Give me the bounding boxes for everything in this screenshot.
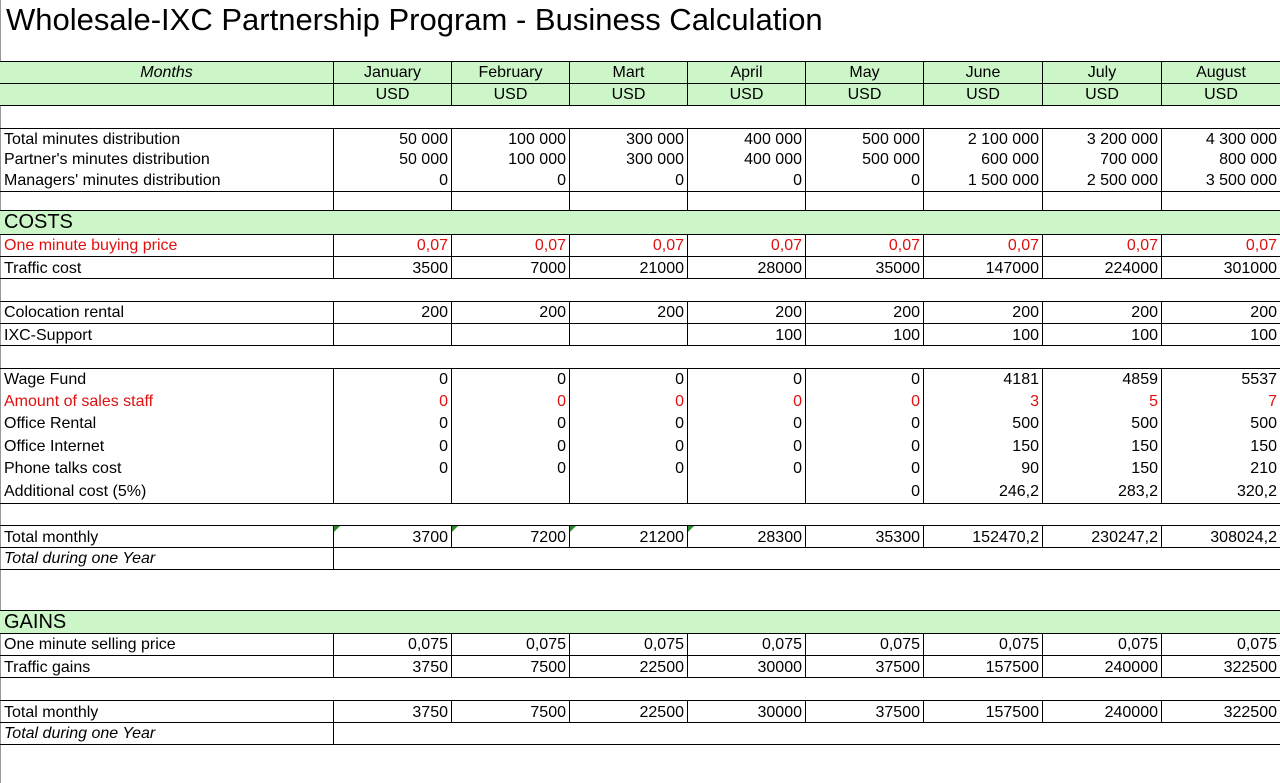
value-cell[interactable]: 0,075 bbox=[1161, 634, 1280, 655]
value-cell[interactable]: 400 000 bbox=[687, 149, 805, 170]
value-cell[interactable]: 100 bbox=[1042, 324, 1161, 345]
value-cell[interactable]: 147000 bbox=[923, 257, 1042, 278]
value-cell[interactable]: 0 bbox=[569, 170, 687, 191]
value-cell[interactable]: 150 bbox=[1161, 436, 1280, 459]
value-cell[interactable]: 240000 bbox=[1042, 656, 1161, 677]
currency-header: USD bbox=[451, 84, 569, 105]
value-cell[interactable]: 0 bbox=[805, 458, 923, 481]
value-cell[interactable]: 2 100 000 bbox=[923, 129, 1042, 149]
costs-total-year-row bbox=[0, 548, 1280, 570]
header-months-row bbox=[0, 61, 1280, 83]
ixc-support-row bbox=[0, 323, 1280, 346]
value-cell[interactable]: 0,07 bbox=[333, 235, 451, 256]
value-cell[interactable]: 0,075 bbox=[1042, 634, 1161, 655]
header-currency-row bbox=[0, 83, 1280, 106]
row-label: Office Internet bbox=[4, 437, 105, 455]
value-cell[interactable]: 3750 bbox=[333, 656, 451, 677]
buying-price-row bbox=[0, 234, 1280, 256]
row-label: Additional cost (5%) bbox=[4, 482, 147, 500]
value-cell[interactable] bbox=[687, 481, 805, 503]
value-cell[interactable]: 3 500 000 bbox=[1161, 170, 1280, 191]
value-cell[interactable]: 100 bbox=[923, 324, 1042, 345]
minutes-row bbox=[0, 128, 1280, 149]
comment-marker bbox=[688, 526, 694, 532]
value-cell[interactable]: 7500 bbox=[451, 701, 569, 722]
value-cell[interactable] bbox=[569, 324, 687, 345]
traffic-gains-row bbox=[0, 655, 1280, 678]
value-cell[interactable]: 7 bbox=[1161, 391, 1280, 414]
value-cell[interactable]: 0,07 bbox=[687, 235, 805, 256]
value-cell[interactable]: 0 bbox=[687, 413, 805, 436]
value-cell[interactable]: 3500 bbox=[333, 257, 451, 278]
value-cell[interactable] bbox=[333, 481, 451, 503]
month-header: August bbox=[1161, 62, 1280, 83]
value-cell[interactable]: 22500 bbox=[569, 701, 687, 722]
spacer-row bbox=[0, 570, 1280, 610]
value-cell[interactable]: 0 bbox=[451, 413, 569, 436]
empty-cell[interactable] bbox=[687, 192, 805, 210]
additional-cost-row bbox=[0, 481, 1280, 504]
row-label: Office Rental bbox=[4, 415, 97, 433]
value-cell[interactable]: 210 bbox=[1161, 458, 1280, 481]
office-rental-row bbox=[0, 413, 1280, 436]
value-cell[interactable]: 37500 bbox=[805, 656, 923, 677]
value-cell[interactable] bbox=[451, 481, 569, 503]
gains-total-monthly-row bbox=[0, 700, 1280, 723]
value-cell[interactable]: 301000 bbox=[1161, 257, 1280, 278]
value-cell[interactable]: 600 000 bbox=[923, 149, 1042, 170]
value-cell[interactable]: 0 bbox=[333, 436, 451, 459]
currency-header: USD bbox=[687, 84, 805, 105]
row-label: Total during one Year bbox=[4, 549, 156, 567]
page-title: Wholesale-IXC Partnership Program - Business Calculation bbox=[6, 2, 823, 37]
value-cell[interactable]: 7200 bbox=[451, 526, 569, 547]
value-cell[interactable]: 700 000 bbox=[1042, 149, 1161, 170]
value-cell[interactable]: 0 bbox=[451, 458, 569, 481]
value-cell[interactable]: 157500 bbox=[923, 701, 1042, 722]
value-cell[interactable]: 322500 bbox=[1161, 656, 1280, 677]
value-cell[interactable]: 1 500 000 bbox=[923, 170, 1042, 191]
empty-cell[interactable] bbox=[569, 192, 687, 210]
value-cell[interactable]: 35300 bbox=[805, 526, 923, 547]
value-cell[interactable]: 0 bbox=[687, 458, 805, 481]
value-cell[interactable] bbox=[569, 481, 687, 503]
value-cell[interactable]: 0,07 bbox=[1042, 235, 1161, 256]
value-cell[interactable]: 200 bbox=[805, 302, 923, 323]
empty-cell[interactable] bbox=[805, 192, 923, 210]
value-cell[interactable]: 0 bbox=[805, 436, 923, 459]
gains-total-year-row bbox=[0, 723, 1280, 745]
value-cell[interactable]: 0,075 bbox=[333, 634, 451, 655]
value-cell[interactable]: 100 000 bbox=[451, 129, 569, 149]
empty-cell[interactable] bbox=[451, 192, 569, 210]
value-cell[interactable]: 50 000 bbox=[333, 149, 451, 170]
value-cell[interactable]: 0 bbox=[451, 436, 569, 459]
value-cell[interactable]: 0 bbox=[569, 458, 687, 481]
value-cell[interactable]: 22500 bbox=[569, 656, 687, 677]
currency-header: USD bbox=[805, 84, 923, 105]
value-cell[interactable]: 7500 bbox=[451, 656, 569, 677]
comment-marker bbox=[570, 526, 576, 532]
row-label: Phone talks cost bbox=[4, 460, 122, 478]
value-cell[interactable]: 35000 bbox=[805, 257, 923, 278]
value-cell[interactable]: 200 bbox=[451, 302, 569, 323]
value-cell[interactable]: 0 bbox=[687, 391, 805, 414]
value-cell[interactable]: 200 bbox=[687, 302, 805, 323]
value-cell[interactable]: 30000 bbox=[687, 656, 805, 677]
empty-cell[interactable] bbox=[333, 192, 451, 210]
value-cell[interactable]: 400 000 bbox=[687, 129, 805, 149]
comment-marker bbox=[452, 526, 458, 532]
value-cell[interactable]: 0 bbox=[805, 413, 923, 436]
value-cell[interactable]: 0,075 bbox=[923, 634, 1042, 655]
month-header: January bbox=[333, 62, 451, 83]
value-cell[interactable]: 0 bbox=[805, 391, 923, 414]
value-cell[interactable]: 0 bbox=[569, 391, 687, 414]
value-cell[interactable]: 200 bbox=[333, 302, 451, 323]
empty-cell[interactable] bbox=[1161, 192, 1280, 210]
value-cell[interactable]: 300 000 bbox=[569, 129, 687, 149]
value-cell[interactable]: 150 bbox=[1042, 436, 1161, 459]
value-cell[interactable]: 200 bbox=[1161, 302, 1280, 323]
value-cell[interactable]: 5 bbox=[1042, 391, 1161, 414]
value-cell[interactable]: 320,2 bbox=[1161, 481, 1280, 503]
value-cell[interactable]: 100 bbox=[805, 324, 923, 345]
currency-header: USD bbox=[1161, 84, 1280, 105]
value-cell[interactable]: 800 000 bbox=[1161, 149, 1280, 170]
value-cell[interactable]: 3 200 000 bbox=[1042, 129, 1161, 149]
value-cell[interactable]: 50 000 bbox=[333, 129, 451, 149]
phone-cost-row bbox=[0, 458, 1280, 481]
value-cell[interactable]: 37500 bbox=[805, 701, 923, 722]
value-cell[interactable]: 157500 bbox=[923, 656, 1042, 677]
value-cell[interactable]: 100 bbox=[1161, 324, 1280, 345]
value-cell[interactable]: 0 bbox=[451, 391, 569, 414]
spacer-row bbox=[0, 504, 1280, 525]
row-label: Wage Fund bbox=[4, 371, 87, 388]
value-cell[interactable]: 21200 bbox=[569, 526, 687, 547]
value-cell[interactable]: 4859 bbox=[1042, 369, 1161, 391]
value-cell[interactable]: 150 bbox=[1042, 458, 1161, 481]
value-cell[interactable]: 0 bbox=[805, 170, 923, 191]
value-cell[interactable]: 3750 bbox=[333, 701, 451, 722]
calculation-sheet bbox=[0, 61, 1280, 745]
value-cell[interactable]: 0 bbox=[333, 391, 451, 414]
sales-staff-row bbox=[0, 391, 1280, 414]
row-label: GAINS bbox=[4, 610, 67, 633]
currency-header: USD bbox=[569, 84, 687, 105]
value-cell[interactable]: 0,07 bbox=[569, 235, 687, 256]
row-label: Traffic cost bbox=[4, 260, 82, 277]
value-cell[interactable]: 224000 bbox=[1042, 257, 1161, 278]
month-header: April bbox=[687, 62, 805, 83]
month-header: July bbox=[1042, 62, 1161, 83]
spacer-row bbox=[0, 346, 1280, 368]
month-header: June bbox=[923, 62, 1042, 83]
value-cell[interactable]: 100 bbox=[687, 324, 805, 345]
row-label: IXC-Support bbox=[4, 327, 93, 344]
selling-price-row bbox=[0, 633, 1280, 655]
value-cell[interactable]: 150 bbox=[923, 436, 1042, 459]
row-label: Total minutes distribution bbox=[4, 131, 181, 148]
row-label: One minute buying price bbox=[4, 237, 178, 254]
row-label: COSTS bbox=[4, 211, 73, 233]
row-label: Managers' minutes distribution bbox=[4, 172, 221, 189]
value-cell[interactable]: 7000 bbox=[451, 257, 569, 278]
value-cell[interactable]: 322500 bbox=[1161, 701, 1280, 722]
value-cell[interactable]: 500 bbox=[923, 413, 1042, 436]
value-cell[interactable]: 240000 bbox=[1042, 701, 1161, 722]
value-cell[interactable]: 0 bbox=[333, 170, 451, 191]
row-label: Total monthly bbox=[4, 528, 99, 546]
spacer-row bbox=[0, 106, 1280, 128]
value-cell[interactable]: 308024,2 bbox=[1161, 526, 1280, 547]
months-label: Months bbox=[140, 64, 193, 81]
month-header: Mart bbox=[569, 62, 687, 83]
value-cell[interactable]: 100 000 bbox=[451, 149, 569, 170]
currency-header: USD bbox=[923, 84, 1042, 105]
value-cell[interactable] bbox=[333, 324, 451, 345]
value-cell[interactable]: 300 000 bbox=[569, 149, 687, 170]
value-cell[interactable]: 0 bbox=[451, 170, 569, 191]
value-cell[interactable]: 0 bbox=[569, 413, 687, 436]
wage-fund-row bbox=[0, 368, 1280, 391]
value-cell[interactable]: 0 bbox=[687, 369, 805, 391]
spacer-row bbox=[0, 678, 1280, 700]
value-cell[interactable]: 3700 bbox=[333, 526, 451, 547]
month-header: May bbox=[805, 62, 923, 83]
empty-cell[interactable] bbox=[923, 192, 1042, 210]
value-cell[interactable]: 500 bbox=[1042, 413, 1161, 436]
traffic-cost-row bbox=[0, 256, 1280, 279]
value-cell[interactable]: 0 bbox=[333, 458, 451, 481]
comment-marker bbox=[334, 526, 340, 532]
value-cell[interactable]: 0 bbox=[805, 481, 923, 503]
value-cell[interactable]: 0 bbox=[333, 413, 451, 436]
year-total-cell[interactable] bbox=[333, 723, 1280, 744]
spacer-row bbox=[0, 279, 1280, 301]
value-cell[interactable]: 0,075 bbox=[805, 634, 923, 655]
blank-grid-row bbox=[0, 191, 1280, 211]
colocation-row bbox=[0, 301, 1280, 323]
value-cell[interactable]: 0 bbox=[451, 369, 569, 391]
month-header: February bbox=[451, 62, 569, 83]
row-label: Colocation rental bbox=[4, 304, 125, 321]
costs-section-header bbox=[0, 211, 1280, 234]
value-cell[interactable]: 0,075 bbox=[451, 634, 569, 655]
office-internet-row bbox=[0, 436, 1280, 459]
row-label: One minute selling price bbox=[4, 635, 176, 653]
value-cell[interactable]: 28300 bbox=[687, 526, 805, 547]
row-label: Total during one Year bbox=[4, 724, 156, 742]
value-cell[interactable]: 246,2 bbox=[923, 481, 1042, 503]
value-cell[interactable]: 283,2 bbox=[1042, 481, 1161, 503]
row-label: Partner's minutes distribution bbox=[4, 151, 210, 168]
value-cell[interactable]: 0 bbox=[805, 369, 923, 391]
value-cell[interactable]: 0,075 bbox=[687, 634, 805, 655]
minutes-row bbox=[0, 149, 1280, 170]
value-cell[interactable]: 0 bbox=[569, 369, 687, 391]
value-cell[interactable]: 0,07 bbox=[1161, 235, 1280, 256]
row-label: Total monthly bbox=[4, 703, 99, 721]
value-cell[interactable]: 0 bbox=[333, 369, 451, 391]
year-total-cell[interactable] bbox=[333, 548, 1280, 569]
value-cell[interactable]: 90 bbox=[923, 458, 1042, 481]
value-cell[interactable]: 500 000 bbox=[805, 129, 923, 149]
value-cell[interactable]: 4181 bbox=[923, 369, 1042, 391]
value-cell[interactable]: 230247,2 bbox=[1042, 526, 1161, 547]
value-cell[interactable]: 0 bbox=[687, 436, 805, 459]
value-cell[interactable] bbox=[451, 324, 569, 345]
value-cell[interactable]: 500 bbox=[1161, 413, 1280, 436]
value-cell[interactable]: 0,07 bbox=[805, 235, 923, 256]
value-cell[interactable]: 4 300 000 bbox=[1161, 129, 1280, 149]
value-cell[interactable]: 2 500 000 bbox=[1042, 170, 1161, 191]
value-cell[interactable]: 0 bbox=[687, 170, 805, 191]
value-cell[interactable]: 5537 bbox=[1161, 369, 1280, 391]
value-cell[interactable]: 200 bbox=[569, 302, 687, 323]
currency-header: USD bbox=[333, 84, 451, 105]
value-cell[interactable]: 200 bbox=[1042, 302, 1161, 323]
value-cell[interactable]: 0,075 bbox=[569, 634, 687, 655]
value-cell[interactable]: 21000 bbox=[569, 257, 687, 278]
value-cell[interactable]: 0,07 bbox=[451, 235, 569, 256]
value-cell[interactable]: 0,07 bbox=[923, 235, 1042, 256]
row-label: Amount of sales staff bbox=[4, 392, 154, 410]
value-cell[interactable]: 30000 bbox=[687, 701, 805, 722]
minutes-row bbox=[0, 170, 1280, 191]
value-cell[interactable]: 0 bbox=[569, 436, 687, 459]
value-cell[interactable]: 200 bbox=[923, 302, 1042, 323]
row-label: Traffic gains bbox=[4, 658, 91, 676]
gains-section-header bbox=[0, 610, 1280, 633]
costs-total-monthly-row bbox=[0, 525, 1280, 548]
value-cell[interactable]: 500 000 bbox=[805, 149, 923, 170]
empty-cell[interactable] bbox=[1042, 192, 1161, 210]
value-cell[interactable]: 152470,2 bbox=[923, 526, 1042, 547]
currency-header: USD bbox=[1042, 84, 1161, 105]
value-cell[interactable]: 3 bbox=[923, 391, 1042, 414]
value-cell[interactable]: 28000 bbox=[687, 257, 805, 278]
